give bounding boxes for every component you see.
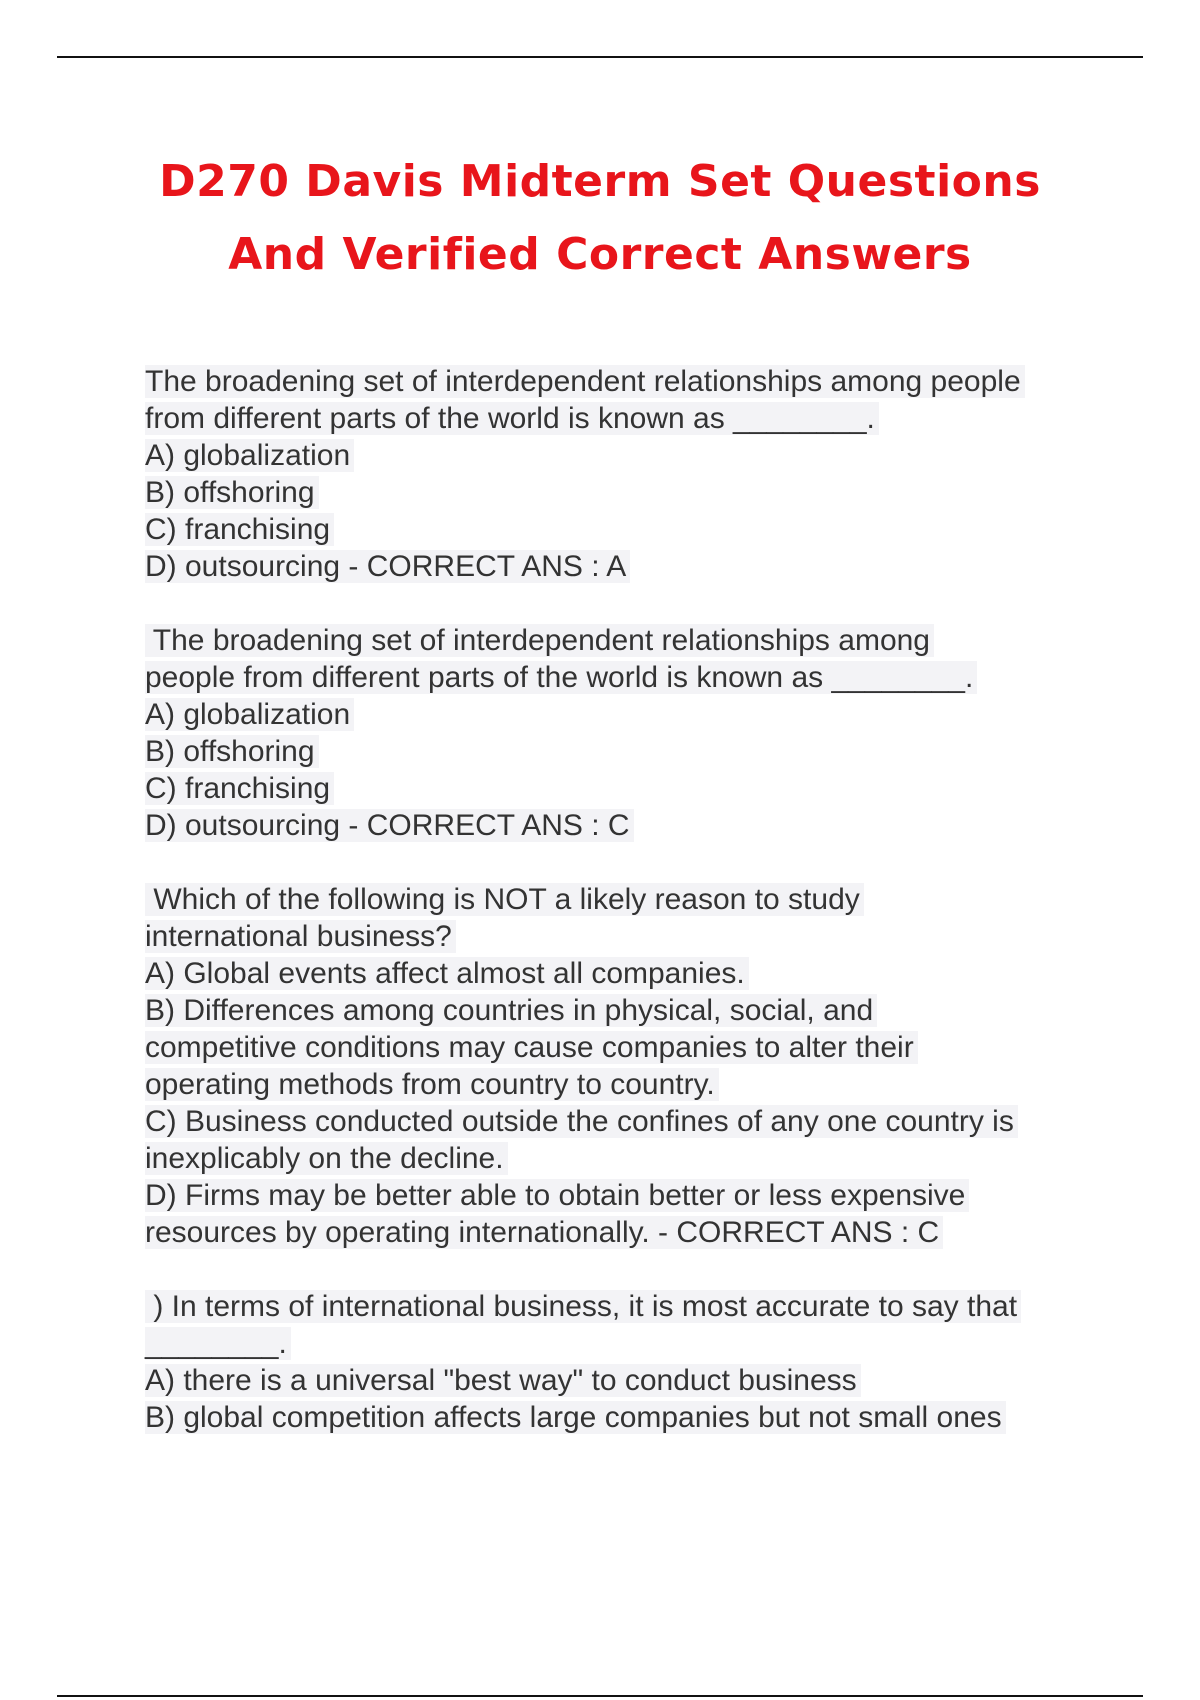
text-line: The broadening set of interdependent relationships among <box>145 622 1145 659</box>
answer-option: A) globalization <box>145 696 1145 733</box>
text-line: ________. <box>145 1325 1145 1362</box>
title-line: And Verified Correct Answers <box>228 229 972 280</box>
answer-option: A) there is a universal "best way" to conduct business <box>145 1362 1145 1399</box>
text-line: Which of the following is NOT a likely reason to study <box>145 881 1145 918</box>
text-line: The broadening set of interdependent relationships among people <box>145 363 1145 400</box>
answer-option: competitive conditions may cause companies to alter their <box>145 1029 1145 1066</box>
answer-option: B) offshoring <box>145 733 1145 770</box>
answer-option: C) Business conducted outside the confines of any one country is <box>145 1103 1145 1140</box>
text-line: international business? <box>145 918 1145 955</box>
answer-option: inexplicably on the decline. <box>145 1140 1145 1177</box>
text-line: people from different parts of the world is known as ________. <box>145 659 1145 696</box>
question-block <box>145 363 1145 585</box>
text-line: from different parts of the world is known as ________. <box>145 400 1145 437</box>
answer-option: C) franchising <box>145 511 1145 548</box>
answer-option: B) offshoring <box>145 474 1145 511</box>
answer-option: C) franchising <box>145 770 1145 807</box>
answer-option: B) Differences among countries in physical, social, and <box>145 992 1145 1029</box>
answer-option: B) global competition affects large companies but not small ones <box>145 1399 1145 1436</box>
answer-option: operating methods from country to country. <box>145 1066 1145 1103</box>
answer-option: D) outsourcing - CORRECT ANS : A <box>145 548 1145 585</box>
question-list <box>145 363 1145 1473</box>
answer-option: D) outsourcing - CORRECT ANS : C <box>145 807 1145 844</box>
text-line: ) In terms of international business, it is most accurate to say that <box>145 1288 1145 1325</box>
title-line: D270 Davis Midterm Set Questions <box>159 156 1041 207</box>
question-block <box>145 881 1145 1251</box>
footer-rule <box>57 1695 1143 1697</box>
answer-option: D) Firms may be better able to obtain better or less expensive <box>145 1177 1145 1214</box>
question-block <box>145 1288 1145 1436</box>
answer-option: A) Global events affect almost all companies. <box>145 955 1145 992</box>
answer-option: resources by operating internationally. - CORRECT ANS : C <box>145 1214 1145 1251</box>
header-rule <box>57 56 1143 58</box>
answer-option: A) globalization <box>145 437 1145 474</box>
question-block <box>145 622 1145 844</box>
document-title <box>0 145 1200 291</box>
